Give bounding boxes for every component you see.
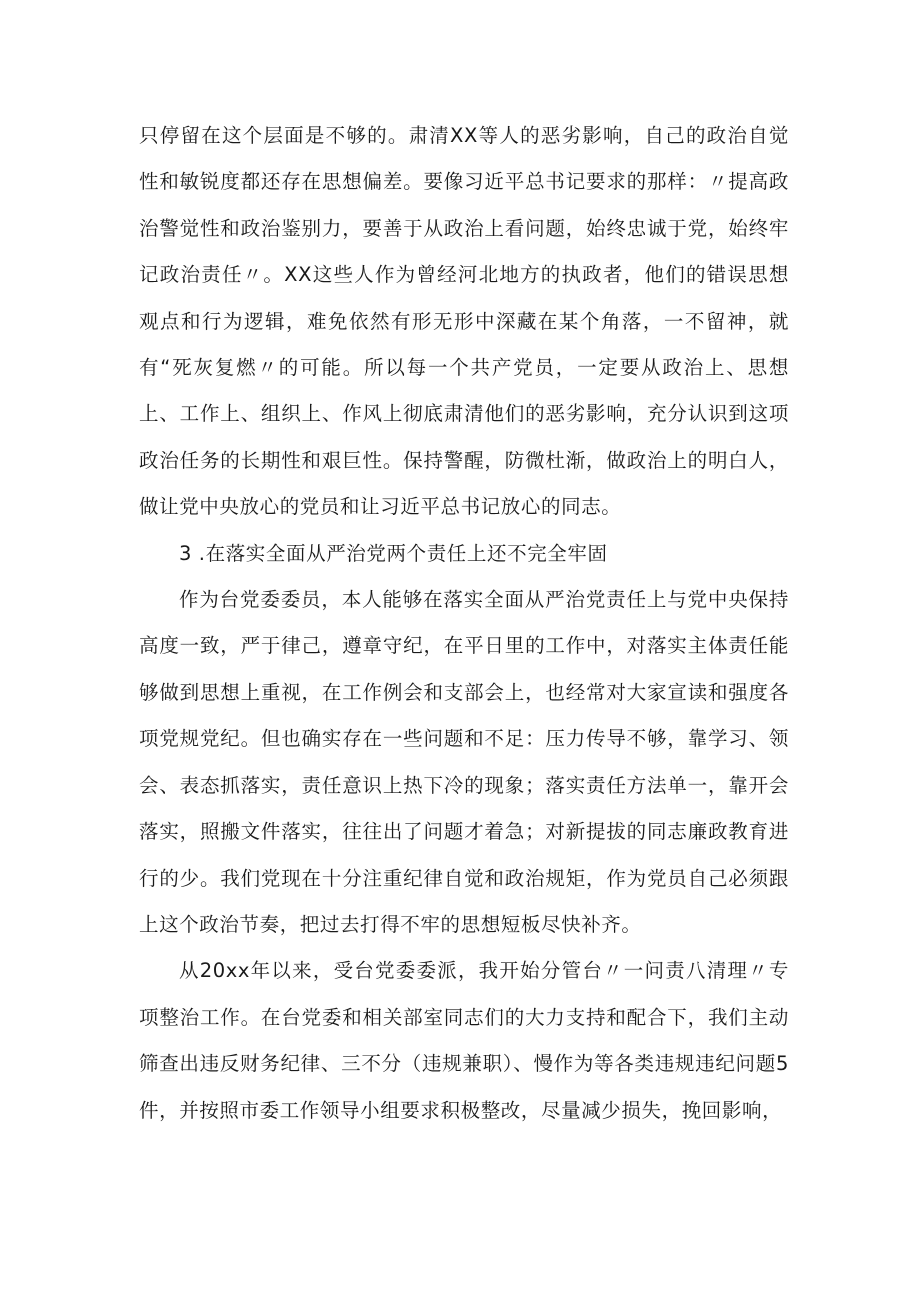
document-page (139, 113, 789, 1134)
paragraph-continuation: 只停留在这个层面是不够的。肃清XX等人的恶劣影响，自己的政治自觉性和敏锐度都还存在思想偏差。要像习近平总书记要求的那样：〃提高政治警觉性和政治鉴别力，要善于从政治上看问题，始终忠诚于党，始终牢记政治责任〃。XX这些人作为曾经河北地方的执政者，他们的错误思想观点和行为逻辑，难免依然有形无形中深藏在某个角落，一不留神，就有“死灰复燃〃的可能。所以每一个共产党员，一定要从政治上、思想上、工作上、组织上、作风上彻底肃清他们的恶劣影响，充分认识到这项政治任务的长期性和艰巨性。保持警醒，防微杜渐，做政治上的明白人，做让党中央放心的党员和让习近平总书记放心的同志。 (139, 124, 789, 519)
section-heading-3: 3 .在落实全面从严治党两个责任上还不完全牢固 (179, 541, 608, 565)
paragraph-responsibility: 作为台党委委员，本人能够在落实全面从严治党责任上与党中央保持高度一致，严于律己，遵章守纪，在平日里的工作中，对落实主体责任能够做到思想上重视，在工作例会和支部会上，也经常对大家宣读和强度各项党规党纪。但也确实存在一些问题和不足：压力传导不够，靠学习、领会、表态抓落实，责任意识上热下冷的现象；落实责任方法单一，靠开会落实，照搬文件落实，往往出了问题才着急；对新提拔的同志廉政教育进行的少。我们党现在十分注重纪律自觉和政治规矩，作为党员自己必须跟上这个政治节奏，把过去打得不牢的思想短板尽快补齐。 (139, 588, 789, 936)
paragraph-rectification: 从20xx年以来，受台党委委派，我开始分管台〃一问责八清理〃专项整治工作。在台党委和相关部室同志们的大力支持和配合下，我们主动筛查出违反财务纪律、三不分（违规兼职）、慢作为等各类违规违纪问题5件，并按照市委工作领导小组要求积极整改，尽量减少损失，挽回影响， (139, 959, 789, 1122)
